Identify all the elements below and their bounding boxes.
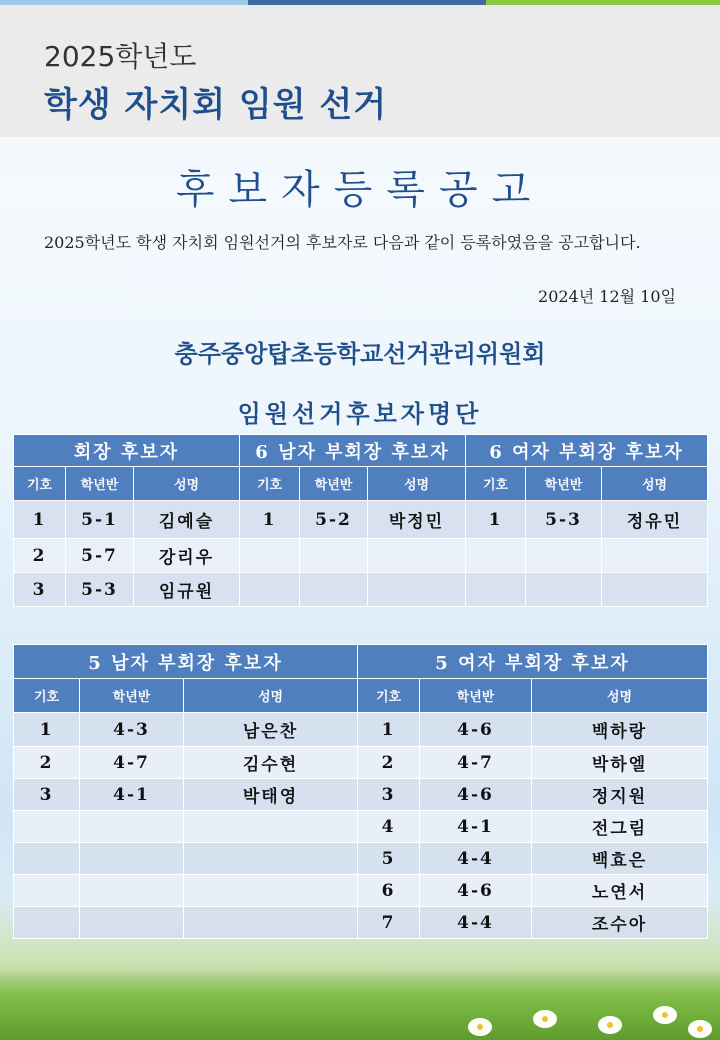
candidate-name: 정유민 [602,501,708,539]
candidate-class: 5-1 [66,501,134,539]
candidate-number [240,539,300,573]
column-header: 성명 [368,467,466,501]
candidate-name: 전그림 [532,811,708,843]
header-year: 2025학년도 [44,40,197,73]
candidate-class: 4-3 [80,713,184,747]
candidate-name [184,843,358,875]
candidate-name: 박태영 [184,779,358,811]
candidate-class: 4-7 [420,747,532,779]
column-header: 학년반 [526,467,602,501]
candidate-name [184,875,358,907]
table-row [14,875,708,907]
candidate-number: 3 [14,779,80,811]
candidate-number: 2 [14,539,66,573]
table-row [14,779,708,811]
candidate-name: 임규원 [134,573,240,607]
candidate-name [602,539,708,573]
table-row [14,843,708,875]
column-header: 성명 [532,679,708,713]
candidate-number: 1 [240,501,300,539]
daisy-icon [535,1012,555,1026]
candidate-class [80,907,184,939]
column-header: 성명 [602,467,708,501]
group-header: 6 여자 부회장 후보자 [466,435,708,467]
candidate-class [526,573,602,607]
group-header: 5 여자 부회장 후보자 [358,645,708,679]
candidate-number: 3 [358,779,420,811]
group-header: 6 남자 부회장 후보자 [240,435,466,467]
candidate-number: 1 [466,501,526,539]
candidate-class [80,875,184,907]
candidate-number: 7 [358,907,420,939]
daisy-icon [470,1020,490,1034]
column-header: 기호 [240,467,300,501]
candidate-name: 박정민 [368,501,466,539]
candidate-class [300,573,368,607]
candidate-number: 2 [14,747,80,779]
candidate-name [368,573,466,607]
column-header: 기호 [14,467,66,501]
candidate-number: 6 [358,875,420,907]
candidate-list-title: 임원선거후보자명단 [237,399,483,428]
notice-title: 후보자등록공고 [175,167,545,213]
candidate-name [602,573,708,607]
notice-intro: 2025학년도 학생 자치회 임원선거의 후보자로 다음과 같이 등록하였음을 공고합니다. [44,233,641,252]
column-header: 성명 [134,467,240,501]
candidate-number: 3 [14,573,66,607]
candidate-name: 정지원 [532,779,708,811]
candidate-name: 김예슬 [134,501,240,539]
candidate-name [184,907,358,939]
candidate-number: 1 [358,713,420,747]
table-row [14,539,708,573]
candidate-class [80,811,184,843]
candidate-name [184,811,358,843]
daisy-icon [600,1018,620,1032]
candidate-name: 박하엘 [532,747,708,779]
candidate-number [14,907,80,939]
header-title: 학생 자치회 임원 선거 [44,85,388,125]
candidate-number: 2 [358,747,420,779]
notice-date: 2024년 12월 10일 [538,287,676,306]
candidate-number [240,573,300,607]
column-header: 학년반 [300,467,368,501]
daisy-icon [655,1008,675,1022]
candidate-name: 조수아 [532,907,708,939]
table-row [14,811,708,843]
candidate-class: 5-7 [66,539,134,573]
column-header: 성명 [184,679,358,713]
group-header: 회장 후보자 [14,435,240,467]
candidate-class: 4-6 [420,875,532,907]
column-header: 학년반 [420,679,532,713]
column-header: 기호 [466,467,526,501]
candidate-number: 1 [14,501,66,539]
candidate-number [14,875,80,907]
group-header: 5 남자 부회장 후보자 [14,645,358,679]
candidate-name: 노연서 [532,875,708,907]
candidate-class [526,539,602,573]
candidate-class: 4-6 [420,779,532,811]
candidate-number [14,843,80,875]
header-band [0,5,720,137]
candidate-name: 백효은 [532,843,708,875]
candidate-name: 백하랑 [532,713,708,747]
candidate-class: 4-1 [80,779,184,811]
column-header: 학년반 [66,467,134,501]
table-row [14,501,708,539]
candidate-name: 강리우 [134,539,240,573]
candidate-name: 김수현 [184,747,358,779]
daisy-icon [690,1022,710,1036]
column-header: 기호 [358,679,420,713]
candidate-number: 5 [358,843,420,875]
column-header: 기호 [14,679,80,713]
table-row [14,907,708,939]
candidate-class: 4-4 [420,843,532,875]
candidate-class: 4-6 [420,713,532,747]
candidate-number [14,811,80,843]
table-row [14,747,708,779]
candidate-class: 4-7 [80,747,184,779]
candidate-table-grade6 [13,434,708,607]
table-row [14,713,708,747]
candidate-class: 5-3 [66,573,134,607]
candidate-table-grade5 [13,644,708,939]
election-committee: 충주중앙탑초등학교선거관리위원회 [174,339,546,368]
candidate-class: 4-1 [420,811,532,843]
candidate-number [466,573,526,607]
candidate-number: 4 [358,811,420,843]
candidate-class: 4-4 [420,907,532,939]
table-row [14,573,708,607]
candidate-name [368,539,466,573]
candidate-class [300,539,368,573]
candidate-number: 1 [14,713,80,747]
candidate-class: 5-3 [526,501,602,539]
candidate-class: 5-2 [300,501,368,539]
candidate-name: 남은찬 [184,713,358,747]
column-header: 학년반 [80,679,184,713]
candidate-class [80,843,184,875]
candidate-number [466,539,526,573]
